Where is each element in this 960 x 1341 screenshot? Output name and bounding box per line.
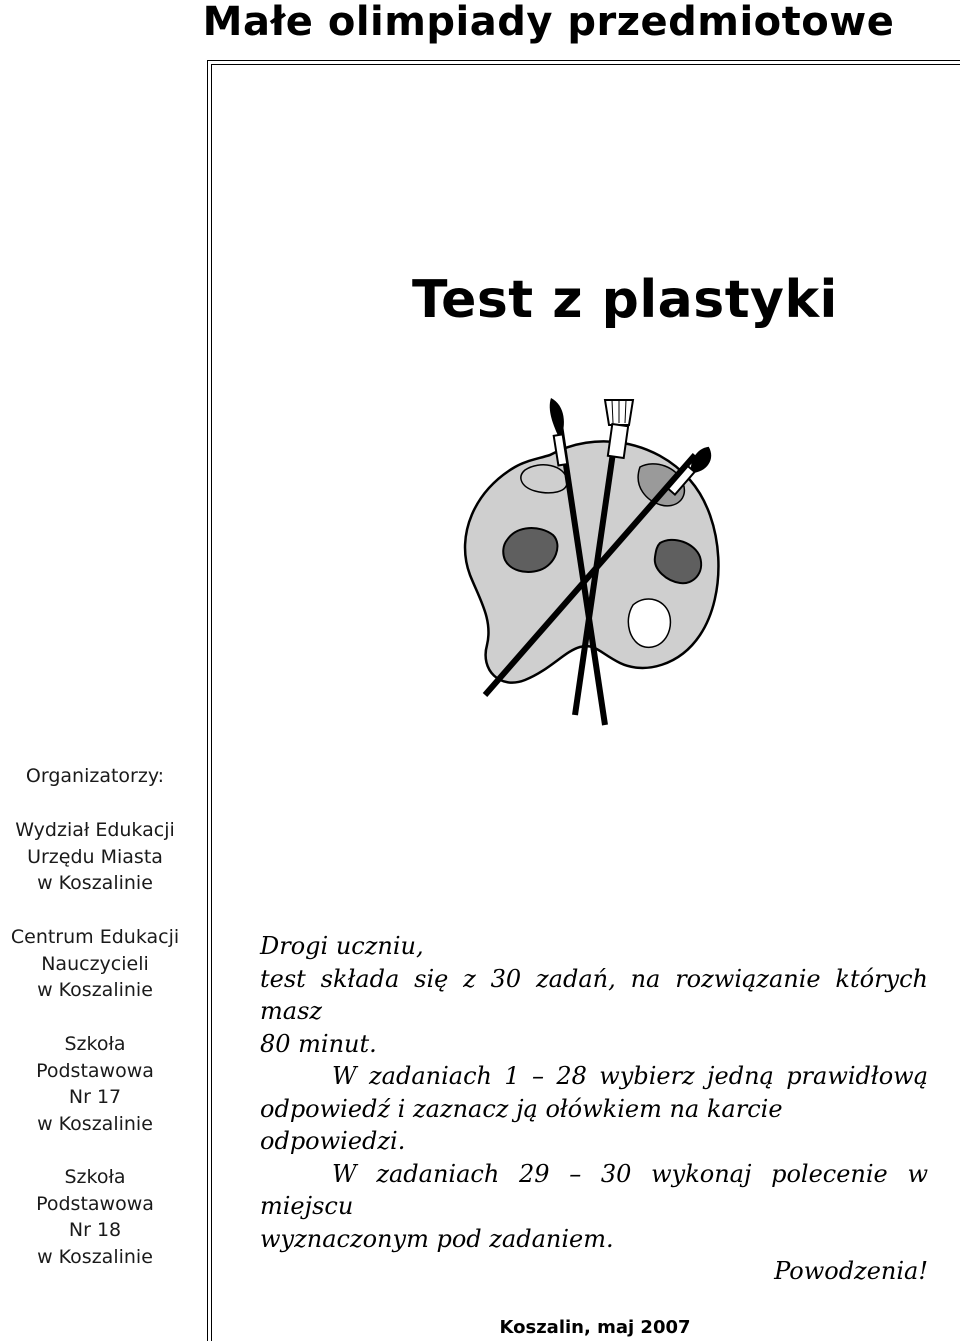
instructions-text: odpowiedź i zaznacz ją ołówkiem na karcie odpowiedzi. — [260, 1094, 783, 1155]
organizer-line: Szkoła — [64, 1166, 126, 1188]
instructions-greeting: Drogi uczniu, — [260, 932, 424, 960]
header-rule — [207, 60, 960, 61]
instructions-text: W zadaniach 1 – 28 wybierz jedną prawidłową — [332, 1062, 928, 1090]
organizer-line: Nr 17 — [68, 1086, 122, 1109]
organizer-line: Centrum Edukacji — [10, 926, 180, 948]
instructions-text: test składa się z 30 zadań, na rozwiązanie których masz — [260, 964, 928, 1025]
organizer-line: w Koszalinie — [37, 1113, 153, 1136]
organizer-line: w Koszalinie — [37, 872, 153, 895]
margin-rule-inner — [211, 64, 212, 1341]
organizer-line: Wydział Edukacji — [15, 819, 175, 841]
organizer-line: Podstawowa — [36, 1059, 154, 1082]
organizer-group — [0, 924, 190, 1004]
paint-palette-icon — [455, 395, 725, 730]
organizer-line: Szkoła — [64, 1033, 126, 1055]
instructions-closing: Powodzenia! — [774, 1257, 928, 1285]
footer-place-date: Koszalin, maj 2007 — [499, 1317, 691, 1338]
instructions-block — [260, 930, 928, 1288]
organizer-line: w Koszalinie — [37, 1246, 153, 1269]
organizer-line: Urzędu Miasta — [27, 845, 163, 868]
instructions-text: wyznaczonym pod zadaniem. — [260, 1224, 614, 1253]
header-rule-inner — [211, 64, 960, 65]
margin-rule — [207, 60, 208, 1341]
organizer-group — [0, 1031, 190, 1138]
page-title: Małe olimpiady przedmiotowe — [202, 0, 895, 45]
test-title: Test z plastyki — [412, 270, 838, 330]
organizer-group — [0, 817, 190, 897]
organizer-line: Nauczycieli — [41, 952, 149, 975]
organizer-line: Podstawowa — [36, 1192, 154, 1215]
instructions-text: W zadaniach 29 – 30 wykonaj polecenie w miejscu — [260, 1159, 928, 1220]
organizer-group — [0, 1164, 190, 1271]
organizer-line: Nr 18 — [68, 1219, 122, 1242]
organizers-heading: Organizatorzy: — [25, 765, 165, 787]
instructions-text: 80 minut. — [260, 1029, 377, 1058]
organizer-line: w Koszalinie — [37, 979, 153, 1002]
